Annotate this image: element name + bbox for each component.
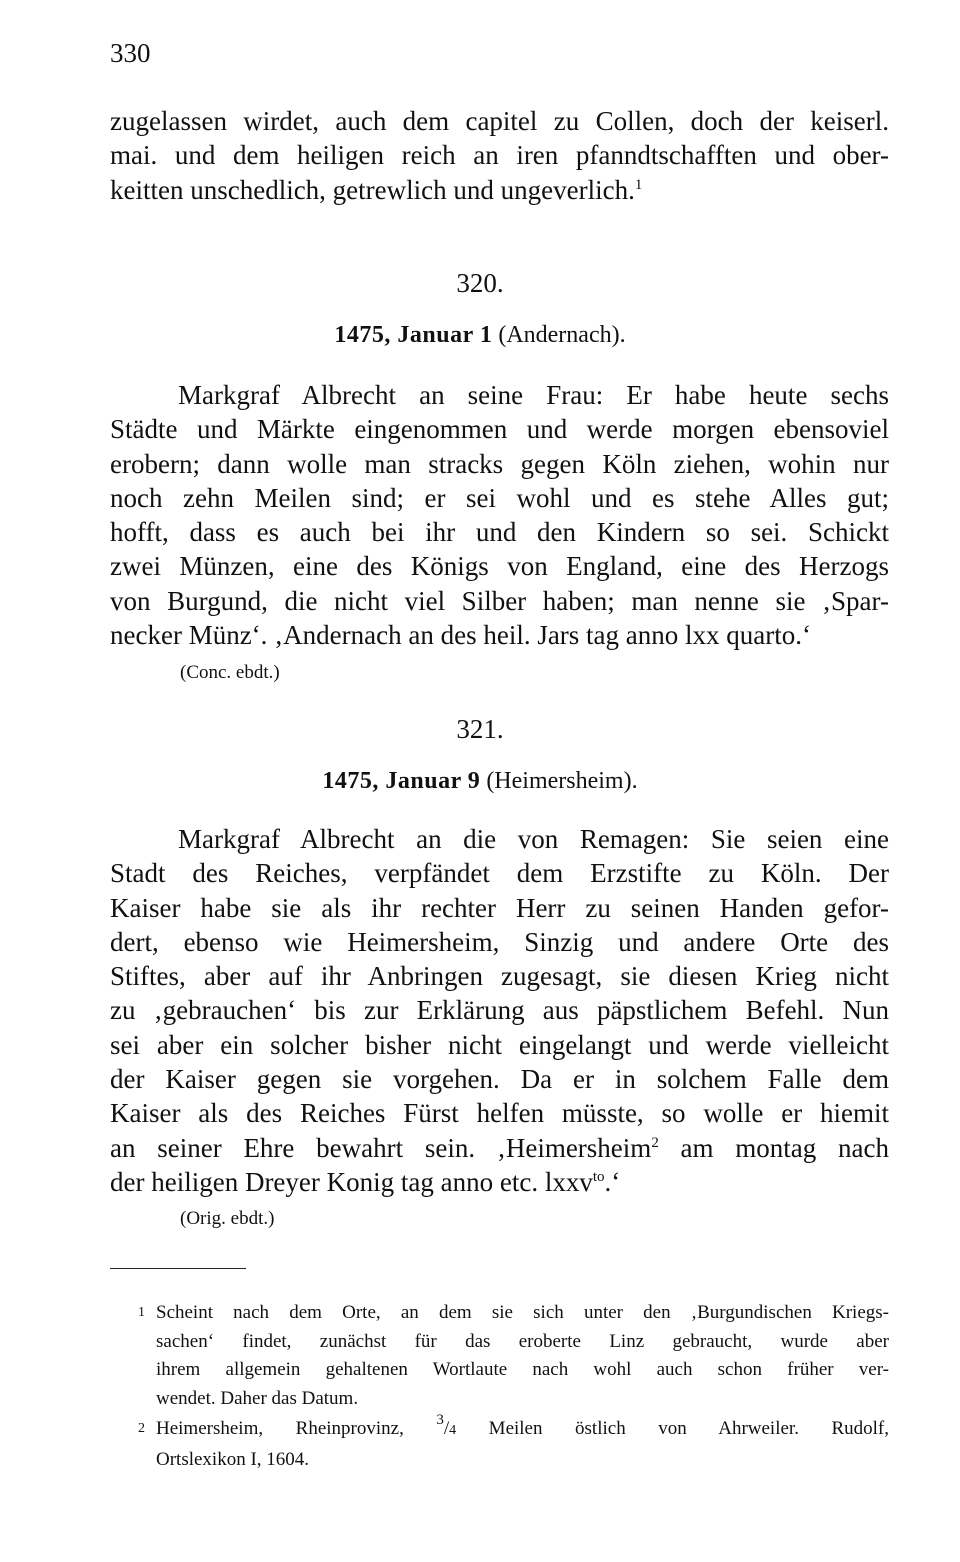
footnote-line: Scheint nach dem Orte, an dem sie sich unter den ‚Burgundischen Kriegs- xyxy=(156,1302,889,1323)
text-line: von Burgund, die nicht viel Silber haben; man nenne sie ‚Spar- xyxy=(110,585,889,616)
date-place: (Andernach). xyxy=(498,322,626,348)
source-note: (Orig. ebdt.) xyxy=(180,1208,275,1229)
text-line: Stadt des Reiches, verpfändet dem Erzstifte zu Köln. Der xyxy=(110,858,889,889)
date-bold: 1475, Januar 9 xyxy=(322,768,481,794)
footnote-line: Heimersheim, Rheinprovinz, $^3$/4 Meilen östlich von Ahrweiler. Rudolf, xyxy=(156,1412,890,1439)
intro-paragraph xyxy=(110,104,889,207)
text-line: hofft, dass es auch bei ihr und den Kindern so sei. Schickt xyxy=(110,517,889,548)
regest-paragraph xyxy=(110,378,889,652)
footnote-marker: 1 xyxy=(138,1305,145,1320)
text-line: mai. und dem heiligen reich an iren pfanndtschafften und ober- xyxy=(110,140,889,171)
footnote-rule xyxy=(110,1268,246,1269)
text-line: Kaiser als des Reiches Fürst helfen müsste, so wolle er hiemit xyxy=(110,1098,889,1129)
footnote-reference: 1 xyxy=(634,176,643,193)
text-line: Stiftes, aber auf ihr Anbringen zugesagt, sie diesen Krieg nicht xyxy=(110,961,889,992)
text-line: der heiligen Dreyer Konig tag anno etc. lxxv$^{to}$.‘ xyxy=(110,1166,621,1197)
superscript: to xyxy=(592,1168,605,1185)
text-line: Markgraf Albrecht an seine Frau: Er habe heute sechs xyxy=(178,380,889,410)
document-date xyxy=(0,768,960,795)
text-line: zu ‚gebrauchen‘ bis zur Erklärung aus päpstlichem Befehl. Nun xyxy=(110,995,889,1026)
date-place: (Heimersheim). xyxy=(486,768,638,794)
text-line: sei aber ein solcher bisher nicht eingelangt und werde vielleicht xyxy=(110,1029,889,1060)
source-note: (Conc. ebdt.) xyxy=(180,662,280,683)
text-line: Markgraf Albrecht an die von Remagen: Sie seien eine xyxy=(178,824,889,854)
document-number: 321. xyxy=(456,714,504,744)
footnote-line: ihrem allgemein gehaltenen Wortlaute nach wohl auch schon früher ver- xyxy=(156,1359,889,1380)
document-number: 320. xyxy=(456,268,504,298)
text-line: zugelassen wirdet, auch dem capitel zu Collen, doch der keiserl. xyxy=(110,106,889,136)
text-line: an seiner Ehre bewahrt sein. ‚Heimersheim$^2$ am montag nach xyxy=(110,1132,889,1163)
text-line: Kaiser habe sie als ihr rechter Herr zu seinen Handen gefor- xyxy=(110,892,889,923)
text-line: erobern; dann wolle man stracks gegen Köln ziehen, wohin nur xyxy=(110,448,889,479)
text-line: necker Münz‘. ‚Andernach an des heil. Jars tag anno lxx quarto.‘ xyxy=(110,620,811,651)
document-date xyxy=(0,322,960,349)
footnote-reference: 2 xyxy=(651,1134,659,1151)
footnote-line: sachen‘ findet, zunächst für das eroberte Linz gebraucht, wurde aber xyxy=(156,1330,889,1352)
footnote-line: wendet. Daher das Datum. xyxy=(156,1387,359,1409)
footnote xyxy=(138,1299,889,1413)
fraction: $^3$/4 xyxy=(436,1412,457,1439)
footnote-marker: 2 xyxy=(138,1421,145,1436)
text-line: noch zehn Meilen sind; er sei wohl und es stehe Alles gut; xyxy=(110,482,889,513)
date-bold: 1475, Januar 1 xyxy=(334,322,493,348)
text-line: Städte und Märkte eingenommen und werde morgen ebensoviel xyxy=(110,414,889,445)
footnote xyxy=(138,1412,890,1474)
page-number: 330 xyxy=(110,38,151,68)
regest-paragraph xyxy=(110,822,889,1199)
text-line: zwei Münzen, eine des Königs von England, eine des Herzogs xyxy=(110,551,889,582)
text-line: dert, ebenso wie Heimersheim, Sinzig und andere Orte des xyxy=(110,926,889,957)
footnote-line: Ortslexikon I, 1604. xyxy=(156,1448,310,1470)
text-line: der Kaiser gegen sie vorgehen. Da er in solchem Falle dem xyxy=(110,1064,889,1095)
text-line: keitten unschedlich, getrewlich und ungeverlich.$^1$ xyxy=(110,174,643,205)
